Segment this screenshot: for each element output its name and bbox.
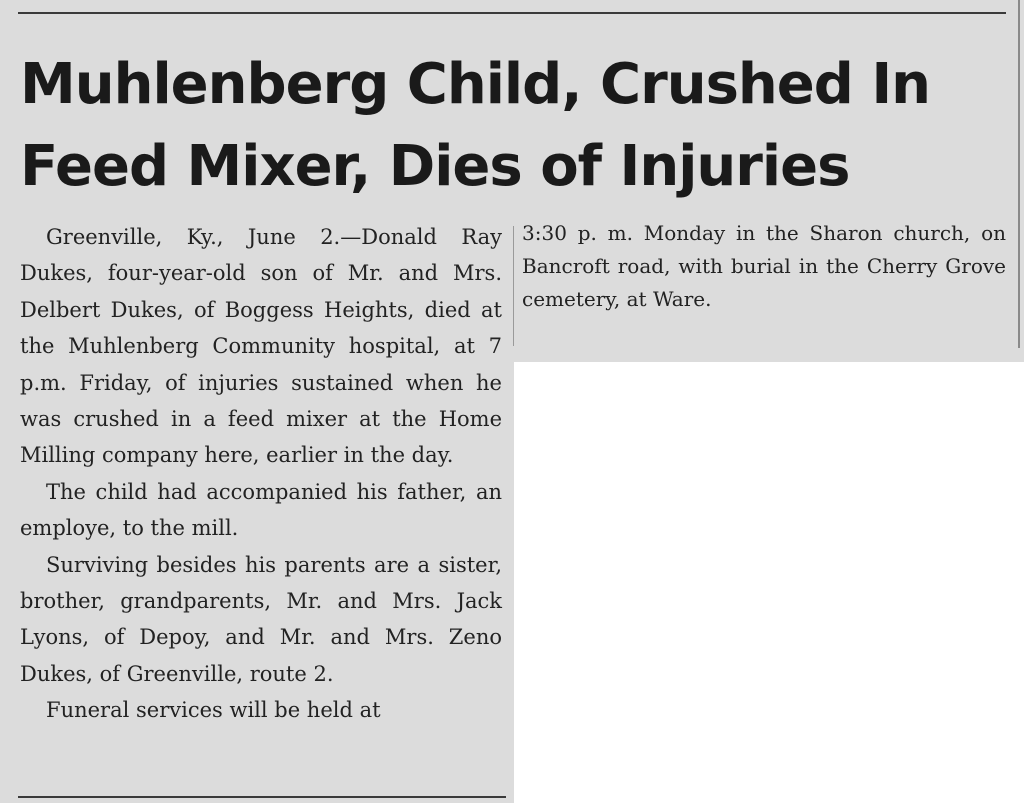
paragraph-funeral-continued: 3:30 p. m. Monday in the Sharon church, on Bancroft road, with burial in the Cherry Grove cemetery, at Ware. [522, 221, 1006, 311]
headline-line-2: Feed Mixer, Dies of Injuries [20, 134, 850, 199]
column-divider [513, 226, 514, 346]
right-edge-line [1018, 0, 1020, 348]
bottom-rule [18, 796, 506, 798]
paragraph-mill: The child had accompanied his father, an employe, to the mill. [20, 479, 502, 541]
article-column-left [20, 219, 502, 729]
paragraph-funeral: Funeral services will be held at [46, 698, 381, 723]
article-column-right [522, 217, 1006, 316]
paragraph-lead: Greenville, Ky., June 2.—Donald Ray Dukes, four-year-old son of Mr. and Mrs. Delbert Dukes, of Boggess Heights, died at the Muhlenberg Community hospital, at 7 p.m. Friday, of injuries sustained when he was crushed in a feed mixer at the Home Milling company here, earlier in the day. [20, 225, 502, 468]
headline-line-1: Muhlenberg Child, Crushed In [20, 52, 931, 117]
paragraph-survivors: Surviving besides his parents are a sister, brother, grandparents, Mr. and Mrs. Jack Lyons, of Depoy, and Mr. and Mrs. Zeno Dukes, of Greenville, route 2. [20, 552, 502, 686]
headline [20, 44, 1010, 208]
top-rule [18, 12, 1006, 14]
